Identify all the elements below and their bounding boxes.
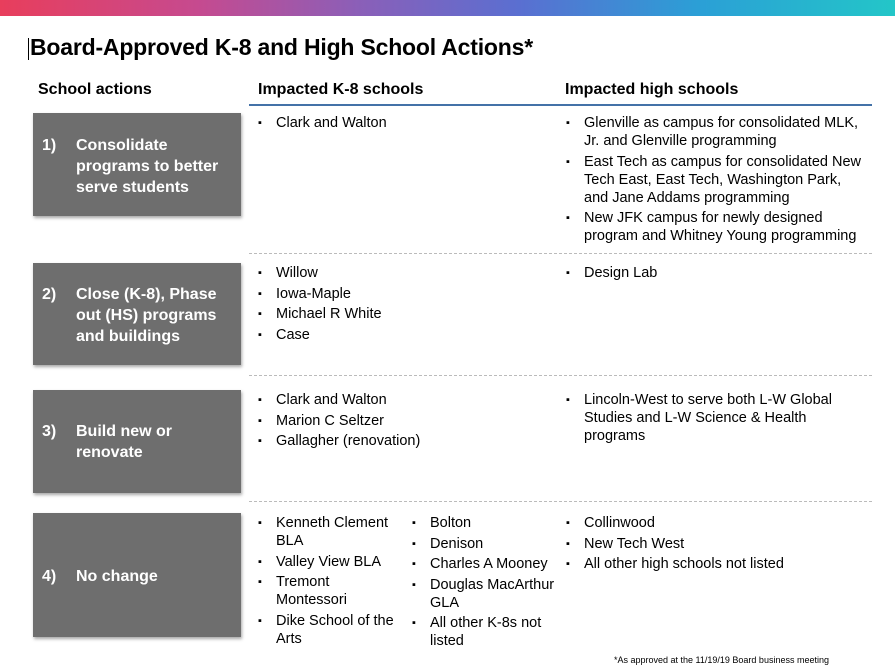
action-number: 2) [42,286,57,303]
list-item: ▪ Tremont Montessori [258,574,347,608]
list-item: ▪ Douglas MacArthur GLA [412,576,555,611]
bullet-icon: ▪ [258,117,262,129]
list-item: ▪ Willow [258,265,318,281]
list-item: ▪ Iowa-Maple [258,285,351,302]
k8-list-consolidate [256,114,556,135]
list-item: ▪ Denison [412,535,484,552]
bullet-icon: ▪ [258,394,262,406]
bullet-icon: ▪ [566,517,570,529]
bullet-icon: ▪ [258,576,262,588]
text-cursor [28,38,29,60]
action-label: Build new or renovate [76,423,172,461]
bullet-icon: ▪ [566,117,570,129]
list-item: ▪ Michael R White [258,306,382,322]
header-rule [249,104,872,106]
bullet-icon: ▪ [566,394,570,406]
row-separator [249,501,872,502]
bullet-icon: ▪ [258,287,262,300]
footnote: *As approved at the 11/19/19 Board business meeting [614,655,829,665]
bullet-icon: ▪ [258,267,262,279]
list-item: ▪ Clark and Walton [258,392,387,408]
header-impacted-k8: Impacted K-8 schools [258,81,424,98]
list-item: ▪ Dike School of the Arts [258,612,394,647]
bullet-icon: ▪ [566,537,570,550]
list-item: ▪ Gallagher (renovation) [258,433,421,449]
bullet-icon: ▪ [412,578,416,591]
action-label: Consolidate programs to better serve students [76,137,219,196]
hs-list-close [564,264,864,285]
list-item: ▪ All other K-8s not listed [412,615,542,649]
header-impacted-hs: Impacted high schools [565,81,739,98]
action-box-build [33,390,241,493]
bullet-icon: ▪ [566,212,570,224]
list-item: ▪ East Tech as campus for consolidated New Tech East, East Tech, Washington Park, and Jane Addams programming [566,153,861,206]
bullet-icon: ▪ [412,617,416,629]
hs-list-build [564,391,864,448]
action-box-no-change [33,513,241,637]
list-item: ▪ Clark and Walton [258,115,387,131]
header-school-actions: School actions [38,81,152,98]
list-item: ▪ Collinwood [566,515,655,531]
list-item: ▪ Charles A Mooney [412,556,548,572]
bullet-icon: ▪ [258,614,262,627]
action-box-close [33,263,241,365]
list-item: ▪ New Tech West [566,535,685,552]
bullet-icon: ▪ [258,435,262,447]
row-separator [249,375,872,376]
k8-list-build [256,391,556,453]
bullet-icon: ▪ [258,308,262,320]
bullet-icon: ▪ [258,328,262,341]
list-item: ▪ Valley View BLA [258,553,382,570]
bullet-icon: ▪ [566,267,570,279]
page-title: Board-Approved K-8 and High School Actions* [30,34,533,60]
bullet-icon: ▪ [412,537,416,550]
bullet-icon: ▪ [566,558,570,570]
action-box-consolidate [33,113,241,216]
k8-list-no-change-b [410,514,560,653]
bullet-icon: ▪ [258,517,262,529]
hs-list-consolidate [564,114,864,248]
bullet-icon: ▪ [258,555,262,568]
list-item: ▪ New JFK campus for newly designed program and Whitney Young programming [566,210,857,244]
action-label: No change [76,568,158,585]
list-item: ▪ Bolton [412,515,472,531]
bullet-icon: ▪ [258,414,262,427]
list-item: ▪ Case [258,326,310,343]
row-separator [249,253,872,254]
action-number: 1) [42,137,57,154]
list-item: ▪ Kenneth Clement BLA [258,515,389,549]
action-number: 3) [42,423,57,440]
list-item: ▪ All other high schools not listed [566,556,784,572]
list-item: ▪ Lincoln-West to serve both L-W Global Studies and L-W Science & Health programs [566,392,832,444]
action-label: Close (K-8), Phase out (HS) programs and buildings [76,286,217,345]
top-gradient-bar [0,0,895,16]
hs-list-no-change [564,514,864,576]
list-item: ▪ Marion C Seltzer [258,412,384,429]
k8-list-close [256,264,556,346]
list-item: ▪ Glenville as campus for consolidated MLK, Jr. and Glenville programming [566,115,859,149]
bullet-icon: ▪ [566,155,570,168]
bullet-icon: ▪ [412,517,416,529]
action-number: 4) [42,568,57,585]
bullet-icon: ▪ [412,558,416,570]
k8-list-no-change-a [256,514,404,650]
list-item: ▪ Design Lab [566,265,658,281]
